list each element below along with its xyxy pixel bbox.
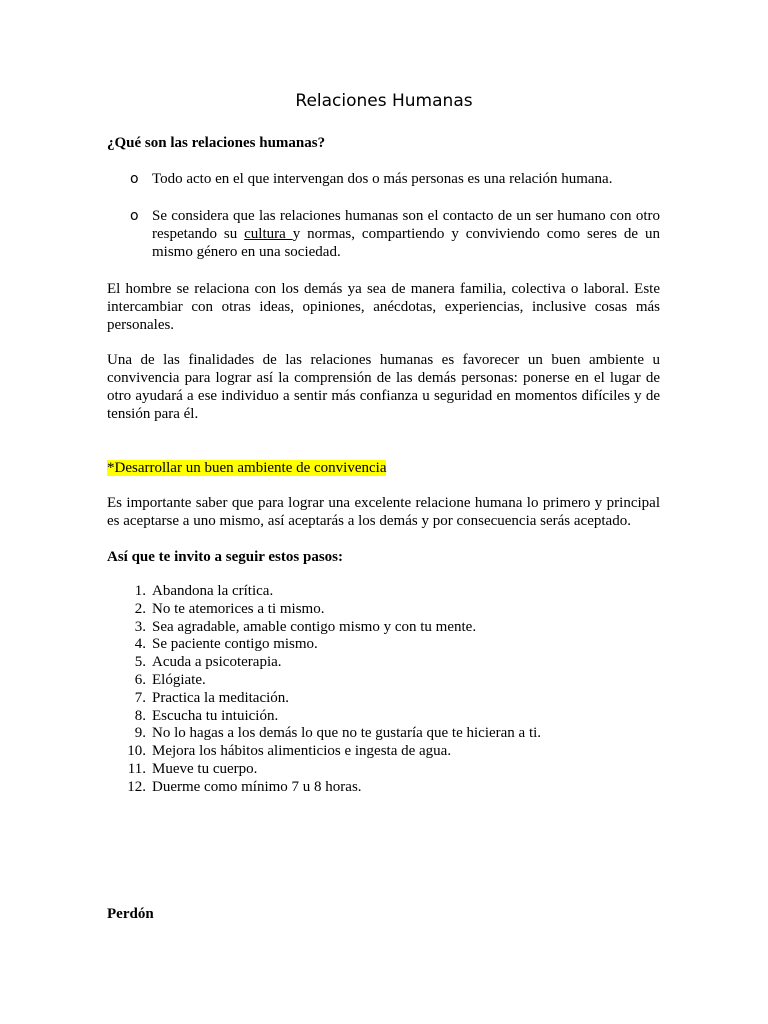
list-item xyxy=(107,672,667,690)
paragraph: El hombre se relaciona con los demás ya sea de manera familia, colectiva o laboral. Este intercambiar con otras ideas, opiniones, anécdotas, experiencias, inclusive cosas más personales. xyxy=(107,281,660,333)
list-item xyxy=(107,619,667,637)
list-item xyxy=(107,583,667,601)
list-item xyxy=(107,690,667,708)
section-heading-question: ¿Qué son las relaciones humanas? xyxy=(107,135,326,151)
paragraph: Es importante saber que para lograr una excelente relacione humana lo primero y principal es aceptarse a uno mismo, así aceptarás a los demás y por consecuencia serás aceptado. xyxy=(107,495,660,529)
list-item xyxy=(107,779,667,797)
list-item-number: 12. xyxy=(127,778,146,795)
underlined-word: cultura xyxy=(244,226,293,242)
bullet-item xyxy=(130,170,660,188)
list-item-number: 3. xyxy=(134,618,146,635)
list-item-text: No te atemorices a ti mismo. xyxy=(152,600,325,617)
list-item-text: Acuda a psicoterapia. xyxy=(152,654,282,671)
list-item xyxy=(107,636,667,654)
bullet-text-start: Se considera que las relaciones humanas son el contacto de un ser humano con otro respetando su xyxy=(152,208,660,242)
bullet-marker: o xyxy=(130,171,139,187)
list-item-number: 1. xyxy=(134,583,146,599)
list-item-text: Elógiate. xyxy=(152,671,206,688)
document-title: Relaciones Humanas xyxy=(295,91,473,111)
list-item-number: 6. xyxy=(134,671,146,688)
list-item xyxy=(107,761,667,779)
list-item-text: Mueve tu cuerpo. xyxy=(152,760,258,777)
list-item-text: Practica la meditación. xyxy=(152,689,290,706)
list-item-text: Se paciente contigo mismo. xyxy=(152,636,318,653)
list-item-number: 9. xyxy=(134,725,146,742)
closing-heading: Perdón xyxy=(107,906,154,922)
bullet-item xyxy=(130,207,660,261)
list-item-text: Escucha tu intuición. xyxy=(152,707,279,724)
list-item-number: 10. xyxy=(127,743,146,760)
list-item-number: 11. xyxy=(127,760,146,777)
list-item xyxy=(107,708,667,726)
paragraph: Una de las finalidades de las relaciones humanas es favorecer un buen ambiente u convivencia para lograr así la comprensión de las demás personas: ponerse en el lugar de otro ayudará a ese individuo a sentir más confianza u seguridad en momentos difíciles y de tensión para él. xyxy=(107,352,660,422)
list-item-number: 2. xyxy=(134,600,146,617)
bullet-marker: o xyxy=(130,208,139,224)
steps-heading: Así que te invito a seguir estos pasos: xyxy=(107,549,343,565)
bullet-text: Todo acto en el que intervengan dos o más personas es una relación humana. xyxy=(152,171,613,187)
list-item xyxy=(107,654,667,672)
list-item xyxy=(107,601,667,619)
list-item-number: 8. xyxy=(134,707,146,724)
list-item-text: Sea agradable, amable contigo mismo y con tu mente. xyxy=(152,618,477,635)
list-item-text: Duerme como mínimo 7 u 8 horas. xyxy=(152,778,362,795)
list-item-number: 7. xyxy=(134,689,146,706)
bullet-text-end: y normas, compartiendo y conviviendo como seres de un mismo género en una sociedad. xyxy=(152,226,660,260)
list-item-number: 4. xyxy=(134,636,146,653)
list-item-number: 5. xyxy=(134,654,146,671)
list-item xyxy=(107,743,667,761)
list-item xyxy=(107,725,667,743)
highlighted-heading xyxy=(107,459,386,477)
numbered-list xyxy=(107,583,667,797)
list-item-text: Abandona la crítica. xyxy=(152,583,274,599)
list-item-text: No lo hagas a los demás lo que no te gustaría que te hicieran a ti. xyxy=(152,725,542,742)
highlighted-text: *Desarrollar un buen ambiente de convivencia xyxy=(107,460,387,476)
bullet-text xyxy=(152,207,660,261)
list-item-text: Mejora los hábitos alimenticios e ingesta de agua. xyxy=(152,743,452,760)
